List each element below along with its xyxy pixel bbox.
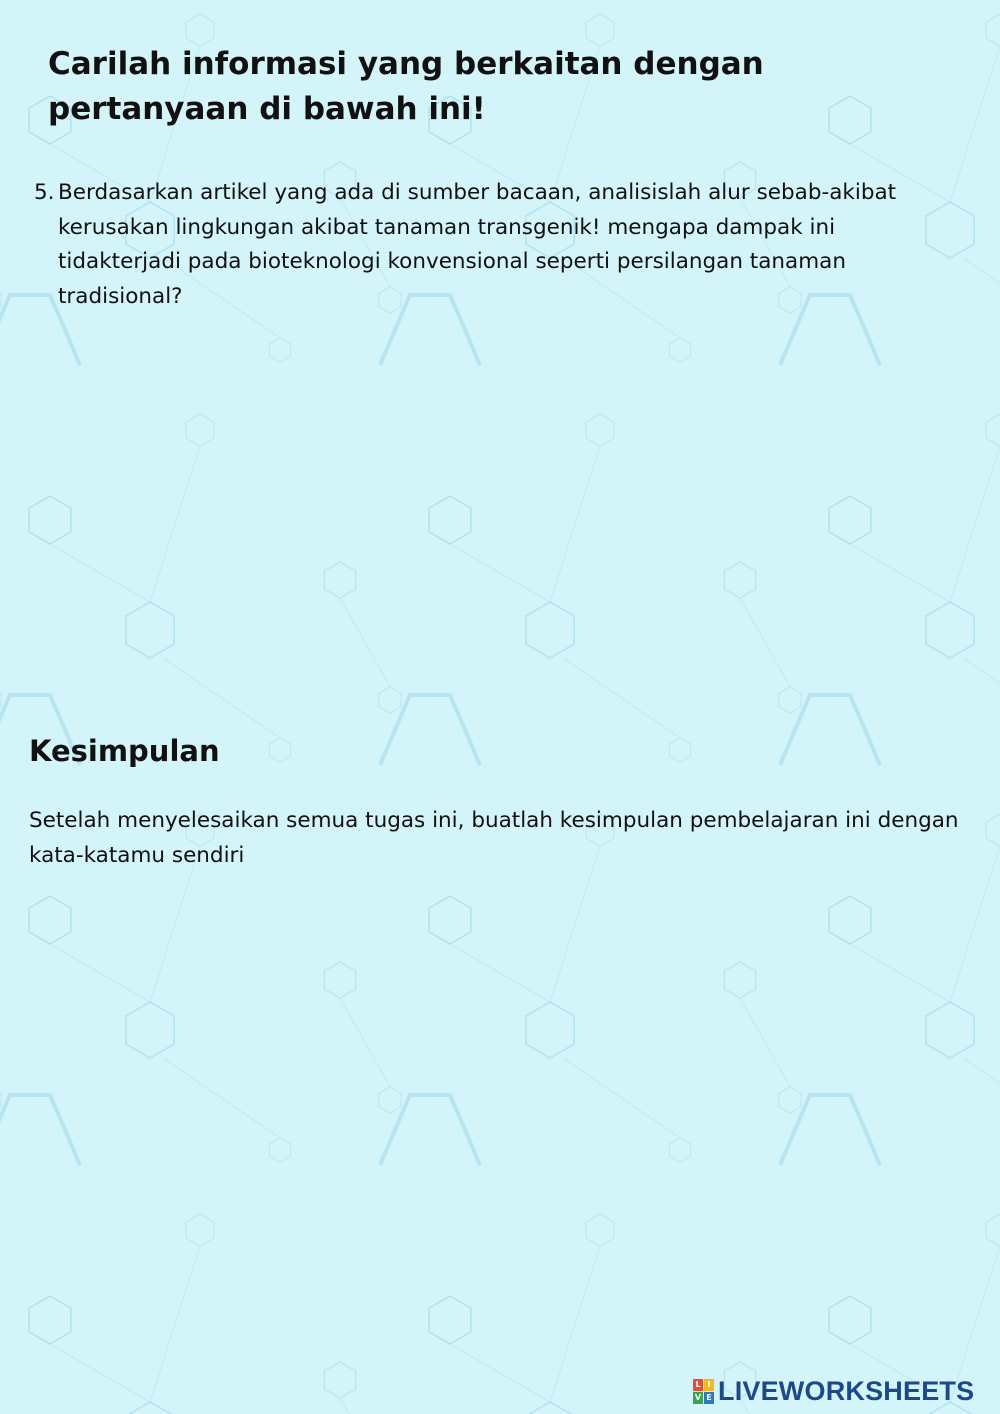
arch-shape — [0, 1095, 80, 1165]
bond-line — [163, 1058, 280, 1138]
bond-line — [550, 1246, 600, 1402]
bond-line — [50, 1344, 150, 1402]
bond-line — [340, 1398, 390, 1414]
bond-line — [963, 658, 1000, 738]
hexagon-shape — [29, 1296, 71, 1344]
hexagon-shape — [779, 687, 802, 713]
bond-line — [163, 658, 280, 738]
hexagon-shape — [29, 896, 71, 944]
hexagon-shape — [670, 338, 691, 362]
conclusion-instruction: Setelah menyelesaikan semua tugas ini, buatlah kesimpulan pembelajaran ini dengan kata-katamu sendiri — [29, 808, 959, 868]
logo-letter-v: V — [694, 1392, 702, 1402]
bond-line — [450, 544, 550, 602]
bond-line — [563, 1058, 680, 1138]
logo-letter-e: E — [704, 1392, 714, 1404]
liveworksheets-logo — [693, 1376, 993, 1406]
hexagon-shape — [526, 1402, 574, 1414]
question-text: Berdasarkan artikel yang ada di sumber bacaan, analisislah alur sebab-akibat kerusakan lingkungan akibat tanaman transgenik! mengapa dampak ini tidakterjadi pada bioteknologi konvensional seperti persilangan tanaman tradisional? — [58, 180, 897, 309]
bond-line — [550, 446, 600, 602]
hexagon-shape — [526, 1002, 574, 1058]
hexagon-shape — [986, 14, 1000, 46]
hexagon-shape — [324, 562, 355, 598]
hexagon-shape — [270, 338, 291, 362]
hexagon-shape — [0, 1087, 1, 1113]
hexagon-shape — [126, 1402, 174, 1414]
bond-line — [340, 998, 390, 1087]
hexagon-shape — [429, 896, 471, 944]
hexagon-shape — [379, 1087, 402, 1113]
hexagon-shape — [986, 414, 1000, 446]
bond-line — [740, 998, 790, 1087]
hexagon-shape — [186, 1214, 214, 1246]
page-heading: Carilah informasi yang berkaitan dengan pertanyaan di bawah ini! — [48, 46, 764, 127]
bond-line — [50, 544, 150, 602]
bond-line — [950, 446, 1000, 602]
hexagon-shape — [926, 602, 974, 658]
brand-name: LIVEWORKSHEETS — [718, 1375, 975, 1406]
hexagon-shape — [586, 1214, 614, 1246]
bond-line — [963, 1058, 1000, 1138]
bond-line — [450, 944, 550, 1002]
hexagon-shape — [126, 1002, 174, 1058]
bond-line — [150, 1246, 200, 1402]
hexagon-shape — [829, 496, 871, 544]
bond-line — [50, 944, 150, 1002]
hexagon-shape — [324, 962, 355, 998]
hexagon-shape — [586, 414, 614, 446]
hexagon-shape — [986, 814, 1000, 846]
arch-shape — [380, 1095, 480, 1165]
conclusion-title: Kesimpulan — [29, 734, 220, 768]
bond-line — [150, 446, 200, 602]
hexagon-shape — [829, 896, 871, 944]
logo-letter-i: I — [704, 1379, 714, 1391]
question-item — [34, 176, 964, 314]
hexagon-shape — [0, 687, 1, 713]
arch-shape — [780, 1095, 880, 1165]
hexagon-shape — [829, 1296, 871, 1344]
logo-letter-l: L — [693, 1379, 703, 1391]
hexagon-shape — [270, 1138, 291, 1162]
bond-line — [963, 258, 1000, 338]
hexagon-shape — [670, 738, 691, 762]
liveworksheets-logo-icon — [693, 1379, 714, 1404]
bond-line — [850, 544, 950, 602]
hexagon-shape — [429, 496, 471, 544]
hexagon-shape — [526, 602, 574, 658]
hexagon-shape — [986, 1214, 1000, 1246]
hexagon-shape — [186, 414, 214, 446]
question-number: 5. — [34, 180, 55, 205]
hexagon-shape — [324, 1362, 355, 1398]
hexagon-shape — [429, 1296, 471, 1344]
bond-line — [340, 598, 390, 687]
arch-shape — [780, 695, 880, 765]
hexagon-shape — [0, 287, 1, 313]
hexagon-shape — [926, 1002, 974, 1058]
bond-line — [450, 1344, 550, 1402]
hexagon-shape — [126, 602, 174, 658]
hexagon-shape — [379, 687, 402, 713]
hexagon-shape — [270, 738, 291, 762]
bond-line — [850, 944, 950, 1002]
hexagon-shape — [724, 962, 755, 998]
hexagon-shape — [670, 1138, 691, 1162]
hexagon-shape — [724, 562, 755, 598]
bond-line — [740, 598, 790, 687]
bond-line — [563, 658, 680, 738]
hexagon-shape — [29, 496, 71, 544]
hexagon-shape — [779, 1087, 802, 1113]
arch-shape — [380, 695, 480, 765]
